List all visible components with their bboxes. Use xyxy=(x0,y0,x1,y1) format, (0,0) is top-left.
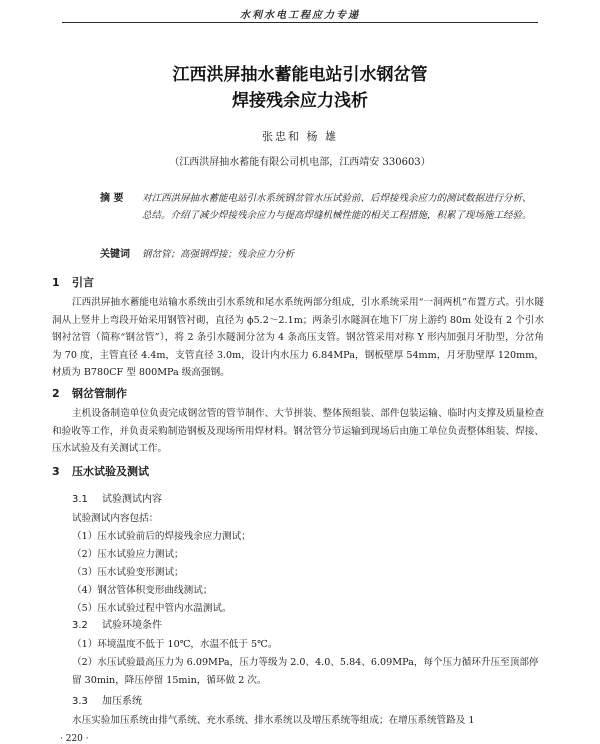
list-item: （2）压水试验应力测试； xyxy=(72,549,184,560)
running-head: 水利水电工程应力专递 xyxy=(240,10,360,21)
section-title: 引言 xyxy=(72,276,94,289)
title-line-2: 焊接残余应力浅析 xyxy=(232,91,368,111)
abstract-text: 对江西洪屏抽水蓄能电站引水系统钢岔管水压试验前、后焊接残余应力的测试数据进行分析、总结。介绍了减少焊接残余应力与提高焊缝机械性能的相关工程措施，积累了现场施工经验。 xyxy=(142,193,532,221)
list-intro: 试验测试内容包括： xyxy=(72,513,159,524)
list-item: （4）钢岔管体积变形曲线测试； xyxy=(72,585,213,596)
test-content-list xyxy=(72,510,542,618)
keywords-label: 关键词 xyxy=(100,249,130,260)
section-number: 3 xyxy=(52,465,60,478)
subsection-title: 试验测试内容 xyxy=(102,494,162,505)
list-item: （5）压水试验过程中管内水温测试。 xyxy=(72,603,232,614)
list-item: （1）环境温度不低于 10℃，水温不低于 5℃。 xyxy=(72,639,278,650)
list-item: （2）水压试验最高压力为 6.09MPa，压力等级为 2.0、4.0、5.84、6.09MPa，每个压力循环升压至顶部停留 30min，降压停留 15min，循环做 2 次。 xyxy=(72,657,539,686)
section-title: 压水试验及测试 xyxy=(72,465,149,478)
subsection-title: 加压系统 xyxy=(102,696,142,707)
subsection-number: 3.2 xyxy=(72,620,88,631)
keywords-text: 钢岔管；高强钢焊接；残余应力分析 xyxy=(142,249,295,260)
subsection-3-3-paragraph: 水压实验加压系统由排气系统、充水系统、排水系统以及增压系统等组成；在增压系统管路及 1 xyxy=(72,715,475,726)
affiliation: （江西洪屏抽水蓄能有限公司机电部，江西靖安 330603） xyxy=(169,157,431,168)
subsection-3-2-heading xyxy=(72,616,162,631)
article-title xyxy=(0,62,600,114)
section-1-heading xyxy=(52,274,94,290)
subsection-3-1-heading xyxy=(72,490,162,505)
section-2-heading xyxy=(52,385,127,401)
subsection-3-3-heading xyxy=(72,692,142,707)
section-number: 2 xyxy=(52,387,60,400)
header-rule xyxy=(62,22,538,23)
subsection-number: 3.1 xyxy=(72,494,88,505)
section-3-heading xyxy=(52,463,149,479)
page-number: · 220 · xyxy=(60,734,89,744)
environment-item-2 xyxy=(52,654,544,690)
subsection-number: 3.3 xyxy=(72,696,88,707)
title-line-1: 江西洪屏抽水蓄能电站引水钢岔管 xyxy=(172,65,428,85)
section-1-paragraph: 江西洪屏抽水蓄能电站输水系统由引水系统和尾水系统两部分组成，引水系统采用“一洞两机”布置方式。引水隧洞从上竖井上弯段开始采用钢管衬砌，直径为 ϕ5.2～2.1m；两条引水隧洞在地下厂房上游约 80m 处设有 2 个引水钢衬岔管（简称“钢岔管”），将 2 条引水隧洞分岔为 4 条高压支管。钢岔管采用对称 Y 形内加强月牙肋型，分岔角为 70 度，主管直径 4.4m，支管直径 3.0m，设计内水压力 6.84MPa，钢板壁厚 54mm，月牙肋壁厚 120mm，材质为 B780CF 型 800MPa 级高强钢。 xyxy=(52,297,544,379)
subsection-title: 试验环境条件 xyxy=(102,620,162,631)
section-2-paragraph: 主机设备制造单位负责完成钢岔管的管节制作、大节拼装、整体预组装、部件包装运输、临时内支撑及质量检查和验收等工作，并负责采购制造钢板及现场所用焊材料。钢岔管分节运输到现场后由施工单位负责整体组装、焊接、压水试验及有关测试工作。 xyxy=(52,408,544,455)
list-item: （1）压水试验前后的焊接残余应力测试； xyxy=(72,531,251,542)
abstract-label: 摘 要 xyxy=(100,193,124,204)
environment-item-1 xyxy=(72,636,542,654)
section-number: 1 xyxy=(52,276,60,289)
section-title: 钢岔管制作 xyxy=(72,387,127,400)
list-item: （3）压水试验变形测试； xyxy=(72,567,184,578)
authors: 张忠和 杨 雄 xyxy=(262,130,338,143)
